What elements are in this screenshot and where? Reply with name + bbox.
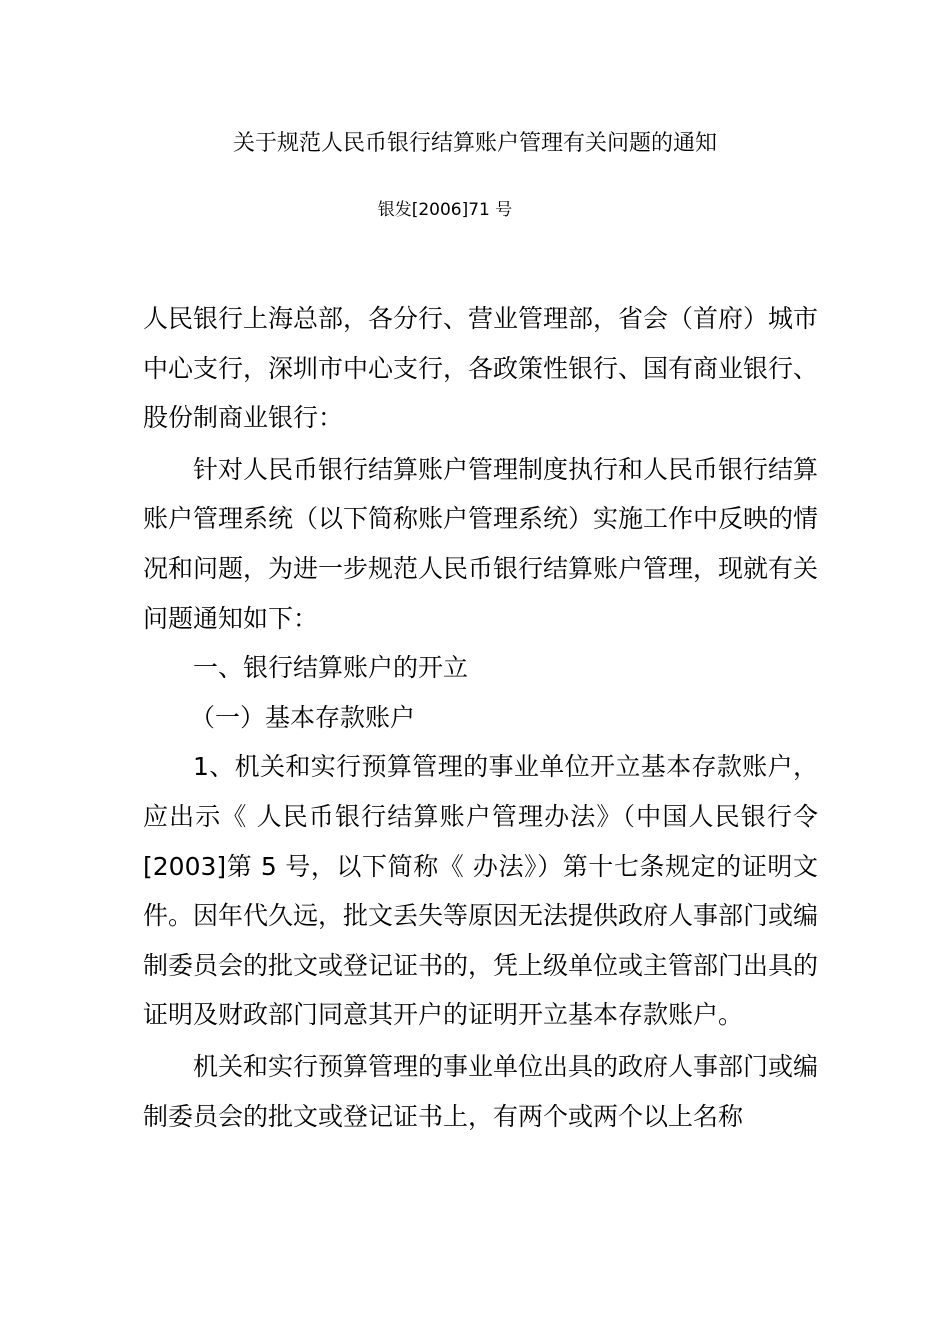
document-title: 关于规范人民币银行结算账户管理有关问题的通知 bbox=[232, 131, 717, 156]
item-paragraph: 1、机关和实行预算管理的事业单位开立基本存款账户，应出示《 人民币银行结算账户管理办法》（中国人民银行令[2003]第 5 号，以下简称《 办法》）第十七条规定的证明文件。因年代久远，批文丢失等原因无法提供政府人事部门或编制委员会的批文或登记证书的，凭上级单位或主管部门出具的证明及财政部门同意其开户的证明开立基本存款账户。 bbox=[143, 752, 819, 1030]
document-number: 银发[2006]71 号 bbox=[377, 200, 513, 220]
addressee-paragraph: 人民银行上海总部，各分行、营业管理部，省会（首府）城市中心支行，深圳市中心支行，各政策性银行、国有商业银行、股份制商业银行： bbox=[143, 304, 819, 433]
document-body bbox=[143, 294, 818, 1141]
item-continuation-paragraph: 机关和实行预算管理的事业单位出具的政府人事部门或编制委员会的批文或登记证书上，有两个或两个以上名称 bbox=[143, 1051, 819, 1131]
subsection-heading: （一）基本存款账户 bbox=[190, 702, 416, 732]
section-heading: 一、银行结算账户的开立 bbox=[193, 653, 469, 683]
intro-paragraph: 针对人民币银行结算账户管理制度执行和人民币银行结算账户管理系统（以下简称账户管理系统）实施工作中反映的情况和问题，为进一步规范人民币银行结算账户管理，现就有关问题通知如下： bbox=[143, 454, 819, 633]
